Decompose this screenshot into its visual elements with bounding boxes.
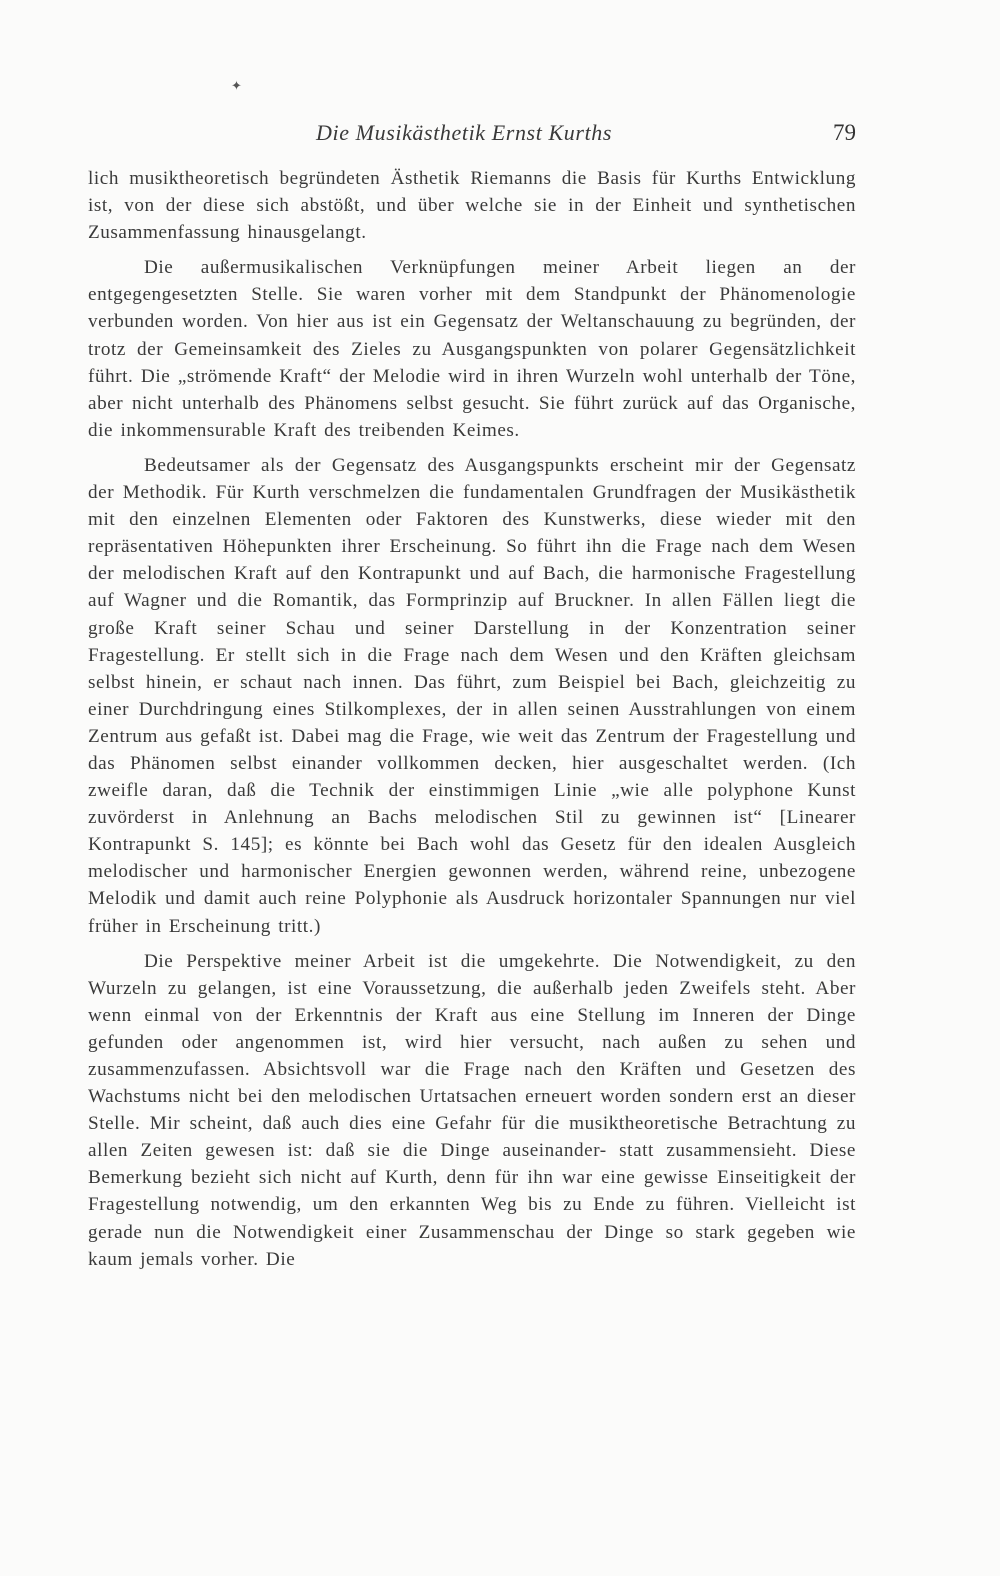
paragraph-2: Die außermusikalischen Verknüpfungen meiner Arbeit liegen an der entgegengesetzten Stelle. Sie waren vorher mit dem Standpunkt der Phänomenologie verbunden worden. Von hier aus ist ein Gegensatz der Weltanschauung zu begründen, der trotz der Gemeinsamkeit des Zieles zu Ausgangspunkten von polarer Gegensätzlichkeit führt. Die „strömende Kraft“ der Melodie wird in ihren Wurzeln wohl unterhalb der Töne, aber nicht unterhalb des Phänomens selbst gesucht. Sie führt zurück auf das Organische, die inkommensurable Kraft des treibenden Keimes. — [88, 257, 856, 441]
page-number: 79 — [833, 120, 856, 145]
header-ornament: ✦ — [231, 78, 242, 93]
paragraph-1: lich musiktheoretisch begründeten Ästhetik Riemanns die Basis für Kurths Entwicklung ist, von der diese sich abstößt, und über welche sie in der Einheit und synthetischen Zusammenfassung hinausgelangt. — [88, 168, 856, 244]
paragraph-3: Bedeutsamer als der Gegensatz des Ausgangspunkts erscheint mir der Gegensatz der Methodik. Für Kurth verschmelzen die fundamentalen Grundfragen der Musikästhetik mit den einzelnen Elementen oder Faktoren des Kunstwerks, diese wieder mit den repräsentativen Höhepunkten ihrer Erscheinung. So führt ihn die Frage nach dem Wesen der melodischen Kraft auf den Kontrapunkt und auf Bach, die harmonische Fragestellung auf Wagner und die Romantik, das Formprinzip auf Bruckner. In allen Fällen liegt die große Kraft seiner Schau und seiner Darstellung in der Konzentration seiner Fragestellung. Er stellt sich in die Frage nach dem Wesen und den Kräften gleichsam selbst hinein, er schaut nach innen. Das führt, zum Beispiel bei Bach, gleichzeitig zu einer Durchdringung eines Stilkomplexes, der in allen seinen Ausstrahlungen von einem Zentrum aus gefaßt ist. Dabei mag die Frage, wie weit das Zentrum der Fragestellung und das Phänomen selbst einander vollkommen decken, hier ausgeschaltet werden. (Ich zweifle daran, daß die Technik der einstimmigen Linie „wie alle polyphone Kunst zuvörderst in Anlehnung an Bachs melodischen Stil zu gewinnen ist“ [Linearer Kontrapunkt S. 145]; es könnte bei Bach wohl das Gesetz für den idealen Ausgleich melodischer und harmonischer Energien gewonnen werden, während reine, unbezogene Melodik und damit auch reine Polyphonie als Ausdruck horizontaler Spannungen nur viel früher in Erscheinung tritt.) — [88, 454, 856, 937]
body-text — [88, 165, 856, 1273]
page-header — [88, 120, 856, 152]
paragraph-4: Die Perspektive meiner Arbeit ist die umgekehrte. Die Notwendigkeit, zu den Wurzeln zu gelangen, ist eine Voraussetzung, die außerhalb jeden Zweifels steht. Aber wenn einmal von der Erkenntnis der Kraft aus eine Stellung im Inneren der Dinge gefunden oder angenommen ist, wird hier versucht, nach außen zu sehen und zusammenzufassen. Absichtsvoll war die Frage nach den Kräften und Gesetzen des Wachstums nicht bei den melodischen Urtatsachen erneuert worden sondern erst an dieser Stelle. Mir scheint, daß auch dies eine Gefahr für die musiktheoretische Betrachtung zu allen Zeiten gewesen ist: daß sie die Dinge auseinander- statt zusammensieht. Diese Bemerkung bezieht sich nicht auf Kurth, denn für ihn war eine gewisse Einseitigkeit der Fragestellung notwendig, um den erkannten Weg bis zu Ende zu führen. Vielleicht ist gerade nun die Notwendigkeit einer Zusammenschau der Dinge so stark gegeben wie kaum jemals vorher. Die — [88, 950, 856, 1270]
running-title: Die Musikästhetik Ernst Kurths — [316, 120, 613, 145]
